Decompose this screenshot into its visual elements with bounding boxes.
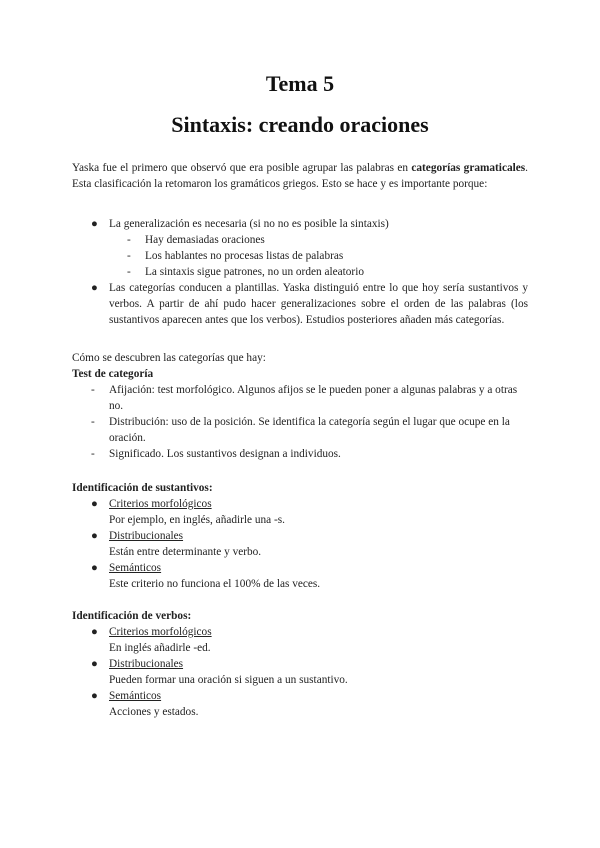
dash-icon: - [127,266,131,278]
list-item-text: Significado. Los sustantivos designan a individuos. [109,448,341,460]
criterion-desc: Están entre determinante y verbo. [109,546,262,558]
sub-list-item [72,248,528,264]
intro-paragraph [72,160,528,192]
page-subtitle: Sintaxis: creando oraciones [171,112,429,137]
dash-icon: - [127,234,131,246]
bullet-icon: ● [91,218,98,230]
intro-text-end: . Esta clasificación la retomaron los gramáticos griegos. Esto se hace y es importante porque: [72,162,528,190]
bullet-icon: ● [91,626,98,638]
reasons-list [72,216,528,328]
section-heading-test: Test de categoría [72,368,154,380]
criterion-label: Semánticos [109,690,162,702]
criterion-desc: Este criterio no funciona el 100% de las veces. [109,578,321,590]
list-item [72,280,528,328]
list-item [72,624,528,656]
list-item [72,560,528,592]
list-item-text: Las categorías conducen a plantillas. Yaska distinguió entre lo que hoy sería sustantivos y verbos. A partir de ahí pudo hacer generalizaciones sobre el orden de las palabras (los sustantivos aparecen antes que los verbos). Estudios posteriores añaden más categorías. [109,282,528,326]
criterion-label: Distribucionales [109,658,184,670]
sub-list-item [72,232,528,248]
sub-list-item [72,264,528,280]
criterion-label: Semánticos [109,562,162,574]
bullet-icon: ● [91,658,98,670]
bullet-icon: ● [91,690,98,702]
section-heading-nouns: Identificación de sustantivos: [72,482,213,494]
sub-list-item-text: Los hablantes no procesas listas de palabras [145,250,344,262]
list-item-text: Afijación: test morfológico. Algunos afijos se le pueden poner a algunas palabras y a otras no. [109,384,518,412]
intro-text: Yaska fue el primero que observó que era posible agrupar las palabras en [72,162,412,174]
section-heading-verbs: Identificación de verbos: [72,610,192,622]
sub-list-item-text: Hay demasiadas oraciones [145,234,265,246]
dash-icon: - [91,384,95,396]
list-item [72,216,528,232]
dash-icon: - [91,416,95,428]
criterion-desc: En inglés añadirle -ed. [109,642,211,654]
list-item [72,414,528,446]
criterion-desc: Acciones y estados. [109,706,199,718]
criterion-label: Criterios morfológicos [109,498,212,510]
bullet-icon: ● [91,498,98,510]
list-item [72,528,528,560]
verbs-list [72,624,528,720]
criterion-desc: Por ejemplo, en inglés, añadirle una -s. [109,514,285,526]
list-item-text: Distribución: uso de la posición. Se identifica la categoría según el lugar que ocupe en la oración. [109,416,510,444]
list-item [72,382,528,414]
criterion-label: Criterios morfológicos [109,626,212,638]
intro-bold-term: categorías gramaticales [411,162,526,174]
list-item [72,656,528,688]
list-item [72,688,528,720]
list-item [72,446,528,462]
nouns-list [72,496,528,592]
sub-list-item-text: La sintaxis sigue patrones, no un orden aleatorio [145,266,364,278]
bullet-icon: ● [91,282,98,294]
discovery-intro: Cómo se descubren las categorías que hay: [72,352,266,364]
dash-icon: - [127,250,131,262]
criterion-label: Distribucionales [109,530,184,542]
bullet-icon: ● [91,562,98,574]
criterion-desc: Pueden formar una oración si siguen a un sustantivo. [109,674,348,686]
page-title: Tema 5 [265,71,335,96]
test-list [72,382,528,462]
list-item [72,496,528,528]
content [72,160,528,720]
bullet-icon: ● [91,530,98,542]
list-item-text: La generalización es necesaria (si no no es posible la sintaxis) [109,218,389,230]
dash-icon: - [91,448,95,460]
